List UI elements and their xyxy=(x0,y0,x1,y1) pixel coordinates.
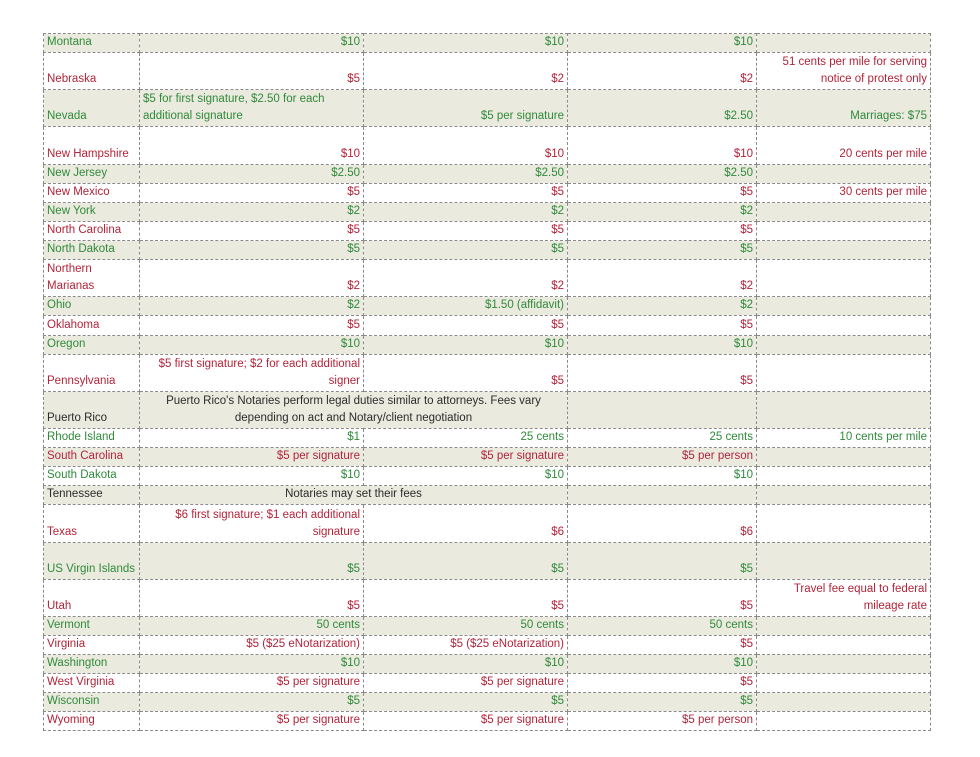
state-cell[interactable]: Oklahoma xyxy=(44,316,140,335)
fee-cell-col5[interactable] xyxy=(757,542,931,579)
fee-cell-col2[interactable]: $5 ($25 eNotarization) xyxy=(140,636,364,655)
fee-cell-col2[interactable]: $5 xyxy=(140,221,364,240)
notary-fee-sheet xyxy=(43,33,931,731)
state-cell[interactable]: New Jersey xyxy=(44,164,140,183)
state-cell[interactable]: West Virginia xyxy=(44,674,140,693)
fee-cell-col2[interactable]: $10 xyxy=(140,34,364,53)
state-cell[interactable]: Oregon xyxy=(44,335,140,354)
fee-cell-col5[interactable] xyxy=(757,202,931,221)
fee-cell-col2[interactable]: $5 per signature xyxy=(140,674,364,693)
table-row-north-carolina xyxy=(44,221,931,240)
table-row-north-dakota xyxy=(44,241,931,260)
table-row-vermont xyxy=(44,616,931,635)
fee-cell-col5[interactable] xyxy=(757,164,931,183)
fee-cell-col2[interactable]: $5 per signature xyxy=(140,448,364,467)
fee-cell-col4[interactable]: $5 xyxy=(568,693,757,712)
fee-cell-col5[interactable] xyxy=(757,712,931,731)
notary-fee-table xyxy=(43,33,931,731)
fee-cell-col5[interactable] xyxy=(757,34,931,53)
state-cell[interactable]: Utah xyxy=(44,579,140,616)
fee-cell-col2[interactable]: $2 xyxy=(140,202,364,221)
fee-cell-col5[interactable] xyxy=(757,448,931,467)
fee-cell-col4[interactable]: $5 per person xyxy=(568,448,757,467)
fee-cell-col5[interactable] xyxy=(757,391,931,428)
fee-cell-col2[interactable]: $10 xyxy=(140,467,364,486)
state-cell[interactable]: South Dakota xyxy=(44,467,140,486)
state-cell[interactable]: Ohio xyxy=(44,297,140,316)
state-cell[interactable]: Northern Marianas xyxy=(44,260,140,297)
fee-cell-col5[interactable] xyxy=(757,467,931,486)
fee-cell-col4[interactable]: $10 xyxy=(568,34,757,53)
table-row-nevada xyxy=(44,90,931,127)
fee-cell-col3[interactable]: $5 per signature xyxy=(364,674,568,693)
table-row-new-jersey xyxy=(44,164,931,183)
table-row-new-hampshire xyxy=(44,127,931,164)
fee-cell-col5[interactable]: 20 cents per mile xyxy=(757,127,931,164)
fee-cell-col4[interactable]: $2 xyxy=(568,260,757,297)
fee-cell-col4[interactable]: $5 xyxy=(568,241,757,260)
fee-cell-col3[interactable]: $5 xyxy=(364,183,568,202)
fee-cell-col2[interactable]: $5 for first signature, $2.50 for each additional signature xyxy=(140,90,364,127)
fee-cell-col5[interactable] xyxy=(757,260,931,297)
state-cell[interactable]: Washington xyxy=(44,655,140,674)
state-cell[interactable]: Texas xyxy=(44,505,140,542)
state-cell[interactable]: Montana xyxy=(44,34,140,53)
fee-cell-col3[interactable]: $5 xyxy=(364,316,568,335)
fee-cell-col4[interactable]: $5 xyxy=(568,221,757,240)
fee-cell-col2[interactable]: $5 first signature; $2 for each additional signer xyxy=(140,354,364,391)
fee-cell-col3[interactable]: $10 xyxy=(364,127,568,164)
merged-note-cell[interactable]: Notaries may set their fees xyxy=(140,486,568,505)
fee-cell-col5[interactable]: Marriages: $75 xyxy=(757,90,931,127)
state-cell[interactable]: New York xyxy=(44,202,140,221)
fee-cell-col3[interactable]: $5 xyxy=(364,542,568,579)
fee-cell-col3[interactable]: $5 per signature xyxy=(364,448,568,467)
fee-cell-col4[interactable]: 25 cents xyxy=(568,428,757,447)
fee-cell-col4[interactable]: $5 xyxy=(568,542,757,579)
fee-cell-col3[interactable]: $5 xyxy=(364,241,568,260)
fee-cell-col3[interactable]: 50 cents xyxy=(364,616,568,635)
fee-cell-col4[interactable]: $2 xyxy=(568,202,757,221)
fee-cell-col4[interactable]: $2.50 xyxy=(568,164,757,183)
fee-cell-col2[interactable]: 50 cents xyxy=(140,616,364,635)
fee-cell-col4[interactable]: $5 xyxy=(568,354,757,391)
fee-cell-col4[interactable]: $5 xyxy=(568,183,757,202)
state-cell[interactable]: Puerto Rico xyxy=(44,391,140,428)
fee-cell-col4[interactable]: $5 xyxy=(568,316,757,335)
fee-cell-col5[interactable] xyxy=(757,297,931,316)
table-row-washington xyxy=(44,655,931,674)
fee-cell-col2[interactable]: $5 xyxy=(140,542,364,579)
fee-cell-col5[interactable] xyxy=(757,335,931,354)
fee-cell-col5[interactable] xyxy=(757,505,931,542)
state-cell[interactable]: South Carolina xyxy=(44,448,140,467)
state-cell[interactable]: New Mexico xyxy=(44,183,140,202)
table-row-wisconsin xyxy=(44,693,931,712)
fee-cell-col3[interactable]: $5 per signature xyxy=(364,712,568,731)
fee-cell-col4[interactable]: $6 xyxy=(568,505,757,542)
table-row-northern-marianas xyxy=(44,260,931,297)
fee-cell-col2[interactable]: $10 xyxy=(140,335,364,354)
table-row-us-virgin-islands xyxy=(44,542,931,579)
fee-cell-col3[interactable]: $5 xyxy=(364,354,568,391)
fee-cell-col3[interactable]: $5 ($25 eNotarization) xyxy=(364,636,568,655)
fee-cell-col5[interactable] xyxy=(757,241,931,260)
state-cell[interactable]: Wyoming xyxy=(44,712,140,731)
table-row-texas xyxy=(44,505,931,542)
fee-cell-col2[interactable]: $5 xyxy=(140,316,364,335)
fee-cell-col4[interactable]: $2 xyxy=(568,297,757,316)
fee-cell-col3[interactable]: $2 xyxy=(364,202,568,221)
fee-cell-col4[interactable] xyxy=(568,486,757,505)
fee-cell-col5[interactable] xyxy=(757,693,931,712)
fee-cell-col5[interactable] xyxy=(757,316,931,335)
fee-cell-col2[interactable]: $5 xyxy=(140,241,364,260)
fee-cell-col4[interactable]: $5 xyxy=(568,674,757,693)
table-row-south-dakota xyxy=(44,467,931,486)
table-row-ohio xyxy=(44,297,931,316)
fee-cell-col2[interactable]: $10 xyxy=(140,127,364,164)
fee-cell-col2[interactable]: $5 xyxy=(140,693,364,712)
table-row-utah xyxy=(44,579,931,616)
fee-cell-col5[interactable] xyxy=(757,655,931,674)
state-cell[interactable]: North Carolina xyxy=(44,221,140,240)
fee-cell-col3[interactable]: $5 per signature xyxy=(364,90,568,127)
table-row-wyoming xyxy=(44,712,931,731)
table-row-west-virginia xyxy=(44,674,931,693)
table-row-new-mexico xyxy=(44,183,931,202)
fee-cell-col3[interactable]: $6 xyxy=(364,505,568,542)
fee-cell-col3[interactable]: $5 xyxy=(364,579,568,616)
fee-cell-col2[interactable]: $5 per signature xyxy=(140,712,364,731)
fee-cell-col4[interactable]: $5 xyxy=(568,579,757,616)
fee-cell-col5[interactable] xyxy=(757,486,931,505)
fee-cell-col5[interactable] xyxy=(757,354,931,391)
table-row-rhode-island xyxy=(44,428,931,447)
fee-cell-col4[interactable]: 50 cents xyxy=(568,616,757,635)
state-cell[interactable]: Wisconsin xyxy=(44,693,140,712)
fee-cell-col2[interactable]: $5 xyxy=(140,183,364,202)
table-row-pennsylvania xyxy=(44,354,931,391)
fee-cell-col5[interactable]: 30 cents per mile xyxy=(757,183,931,202)
state-cell[interactable]: Rhode Island xyxy=(44,428,140,447)
fee-cell-col4[interactable]: $10 xyxy=(568,467,757,486)
fee-cell-col5[interactable]: 51 cents per mile for serving notice of protest only xyxy=(757,53,931,90)
state-cell[interactable]: North Dakota xyxy=(44,241,140,260)
table-row-oregon xyxy=(44,335,931,354)
fee-cell-col5[interactable] xyxy=(757,636,931,655)
fee-cell-col3[interactable]: $2.50 xyxy=(364,164,568,183)
table-row-puerto-rico xyxy=(44,391,931,428)
fee-cell-col5[interactable] xyxy=(757,221,931,240)
table-row-south-carolina xyxy=(44,448,931,467)
fee-cell-col4[interactable]: $5 xyxy=(568,636,757,655)
fee-cell-col2[interactable]: $5 xyxy=(140,579,364,616)
fee-cell-col5[interactable] xyxy=(757,616,931,635)
state-cell[interactable]: New Hampshire xyxy=(44,127,140,164)
fee-cell-col2[interactable]: $6 first signature; $1 each additional signature xyxy=(140,505,364,542)
state-cell[interactable]: Nevada xyxy=(44,90,140,127)
fee-cell-col3[interactable]: $10 xyxy=(364,467,568,486)
state-cell[interactable]: Tennessee xyxy=(44,486,140,505)
table-row-montana xyxy=(44,34,931,53)
state-cell[interactable]: Virginia xyxy=(44,636,140,655)
table-row-virginia xyxy=(44,636,931,655)
fee-cell-col3[interactable]: $5 xyxy=(364,221,568,240)
fee-cell-col4[interactable]: $5 per person xyxy=(568,712,757,731)
fee-cell-col3[interactable]: $2 xyxy=(364,53,568,90)
fee-cell-col2[interactable]: $2.50 xyxy=(140,164,364,183)
fee-cell-col3[interactable]: $1.50 (affidavit) xyxy=(364,297,568,316)
fee-cell-col3[interactable]: $2 xyxy=(364,260,568,297)
fee-cell-col5[interactable]: 10 cents per mile xyxy=(757,428,931,447)
fee-cell-col4[interactable]: $10 xyxy=(568,655,757,674)
fee-cell-col4[interactable]: $2 xyxy=(568,53,757,90)
state-cell[interactable]: Vermont xyxy=(44,616,140,635)
fee-cell-col3[interactable]: $10 xyxy=(364,34,568,53)
fee-cell-col4[interactable]: $10 xyxy=(568,127,757,164)
fee-cell-col5[interactable]: Travel fee equal to federal mileage rate xyxy=(757,579,931,616)
fee-cell-col4[interactable] xyxy=(568,391,757,428)
state-cell[interactable]: Pennsylvania xyxy=(44,354,140,391)
fee-cell-col3[interactable]: $10 xyxy=(364,655,568,674)
fee-cell-col3[interactable]: $5 xyxy=(364,693,568,712)
table-row-new-york xyxy=(44,202,931,221)
fee-cell-col2[interactable]: $10 xyxy=(140,655,364,674)
fee-cell-col2[interactable]: $2 xyxy=(140,260,364,297)
fee-cell-col2[interactable]: $1 xyxy=(140,428,364,447)
fee-cell-col5[interactable] xyxy=(757,674,931,693)
table-row-oklahoma xyxy=(44,316,931,335)
fee-cell-col2[interactable]: $5 xyxy=(140,53,364,90)
fee-cell-col3[interactable]: $10 xyxy=(364,335,568,354)
merged-note-cell[interactable]: Puerto Rico's Notaries perform legal duties similar to attorneys. Fees vary depending on act and Notary/client negotiation xyxy=(140,391,568,428)
fee-cell-col4[interactable]: $10 xyxy=(568,335,757,354)
fee-cell-col2[interactable]: $2 xyxy=(140,297,364,316)
table-row-nebraska xyxy=(44,53,931,90)
table-row-tennessee xyxy=(44,486,931,505)
fee-cell-col4[interactable]: $2.50 xyxy=(568,90,757,127)
fee-cell-col3[interactable]: 25 cents xyxy=(364,428,568,447)
state-cell[interactable]: Nebraska xyxy=(44,53,140,90)
state-cell[interactable]: US Virgin Islands xyxy=(44,542,140,579)
